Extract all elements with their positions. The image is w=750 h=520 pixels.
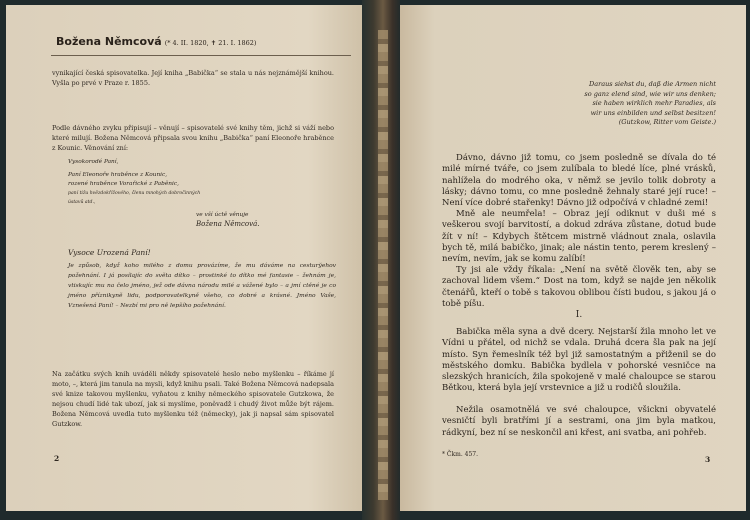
motto-line: Daraus siehst du, daß die Armen nicht: [589, 80, 716, 88]
motto-block: [508, 80, 716, 128]
paragraph: Babička měla syna a dvě dcery. Nejstarší žila mnoho let ve Vídni u přátel, od nichž se vdala. Druhá dcera šla pak na její místo. Syn řemeslník též byl již samostatným a přiženil se do městského domku. Babička bydlela v pohorské vesničce na slezských hranicích, žila spokojeně v malé chaloupce se starou Bětkou, která byla její vrstevnice a již u rodičů sloužila.: [442, 327, 716, 394]
paragraph: Ty jsi ale vždy říkala: „Není na světě člověk ten, aby se zachoval lidem všem.“ Dost na tom, když se najde jen několik čtenářů, kteří o tobě s takovou oblibou čísti budou, s jakou já o tobě píšu.: [442, 265, 716, 309]
spine-binding: [378, 30, 388, 500]
motto-source: (Gutzkow, Ritter vom Geiste.): [618, 118, 716, 126]
right-page: [400, 5, 746, 511]
letter-body: Je způsob, když koho milého z domu provázíme, že mu dáváme na cestury̆ehov požehnání. I já posílajíc do světa dítko – prostinké to dítko mé fantasie – žehnám je, vtiskujíc mu na čelo jméno, jež ode dávna národu milé a vážené bylo – a jmí ctěné je co jméno příznikyně lidu, podporovatelkyně všeho, co dobré a krásné. Jméno Vaše, Vznešená Paní! – Nezbí mi pro ně lepšího požehnání.: [68, 263, 336, 309]
dedication-line: Paní Eleonoře hraběnce z Kounic,: [68, 172, 168, 178]
page-number: 3: [705, 455, 711, 464]
motto-line: wir uns einbilden und selbst besitzen!: [590, 108, 716, 117]
moto-paragraph: Na začátku svých knih uváděli někdy spisovatelé heslo nebo myšlenku – říkáme jí moto, –, která jim tanula na mysli, když knihu psali. Také Božena Němcová nadepsala své knize takovou myšlenku, vyňatou z knihy německého spisovatele Gutzkowa, že nejsou chudí lidé tak ubozí, jak si myslíme, poněvadž i chudý život může být rájem. Božena Němcová uvedla tuto myšlenku též (německy), jak ji napsal sám spisovatel Gutzkow.: [52, 370, 334, 428]
dedication-signature: Božena Němcová.: [196, 220, 260, 228]
motto-line: sie haben wirklich mehr Paradies, als: [592, 99, 716, 107]
page-header: [56, 35, 256, 48]
intro-paragraph: vynikající česká spisovatelka. Její kniha „Babička“ se stala u nás nejznámější knihou. Vyšla po prvé v Praze r. 1855.: [52, 69, 334, 87]
dedication-block: [68, 158, 338, 229]
footnote: * Čkm. 457.: [442, 451, 478, 458]
dedication-salutation: Vysokorodé Paní,: [68, 159, 119, 165]
author-name: Božena Němcová: [56, 35, 162, 48]
dedication-closing: ve vší úctě věnuje: [196, 212, 249, 218]
left-page: [6, 5, 362, 511]
dedication-paragraph: Podle dávného zvyku připisují – věnují – spisovatelé své knihy těm, jichž si váží nebo které milují. Božena Němcová připsala svou knihu „Babička“ paní Eleonoře hraběnce z Kounic. Věnování zní:: [52, 124, 334, 152]
page-number: 2: [54, 454, 60, 463]
author-dates: (* 4. II. 1820, ✝ 21. I. 1862): [164, 39, 257, 47]
dedication-line: paní tižu hvězdokřížového, členu mnohých dobročinných: [68, 191, 201, 196]
dedication-line: ústavů atd.,: [68, 200, 96, 205]
dedication-line: rozené hraběnce Vorařické z Paběnic,: [68, 181, 179, 187]
paragraph: Mně ale neumřela! – Obraz její odiknut v duši mé s veškerou svojí barvitostí, a dokud zdráva zůstane, dotud bude žít v ní! – Kdybych štětcem mistrně vládnout znala, oslavila bych tě, milá babičko, jinak; ale nástin tento, perem kreslený – nevím, nevím, jak se komu zalíbí!: [442, 209, 716, 265]
header-rule: [51, 55, 351, 56]
motto-line: so ganz elend sind, wie wir uns denken;: [584, 89, 716, 98]
paragraph: Nežila osamotnělá ve své chaloupce, všickni obyvatelé vesničtí byli bratřími jí a sestrami, ona jim byla matkou, rádkyní, bez ní se neskončil ani křest, ani svatba, ani pohřeb.: [442, 405, 716, 438]
paragraph: Dávno, dávno již tomu, co jsem posledně se dívala do té milé mírné tváře, co jsem zulíbala to bledé líce, plné vrásků, nahlížela do modrého oka, v němž se jevilo tolik dobroty a lásky; dávno tomu, co mne posledně žehnaly staré její ruce! – Není více dobré stařenky! Dávno již odpočívá v chladné zemi!: [442, 153, 716, 209]
letter-greeting: Vysoce Urozená Paní!: [68, 248, 151, 257]
chapter-number: I.: [575, 310, 583, 320]
